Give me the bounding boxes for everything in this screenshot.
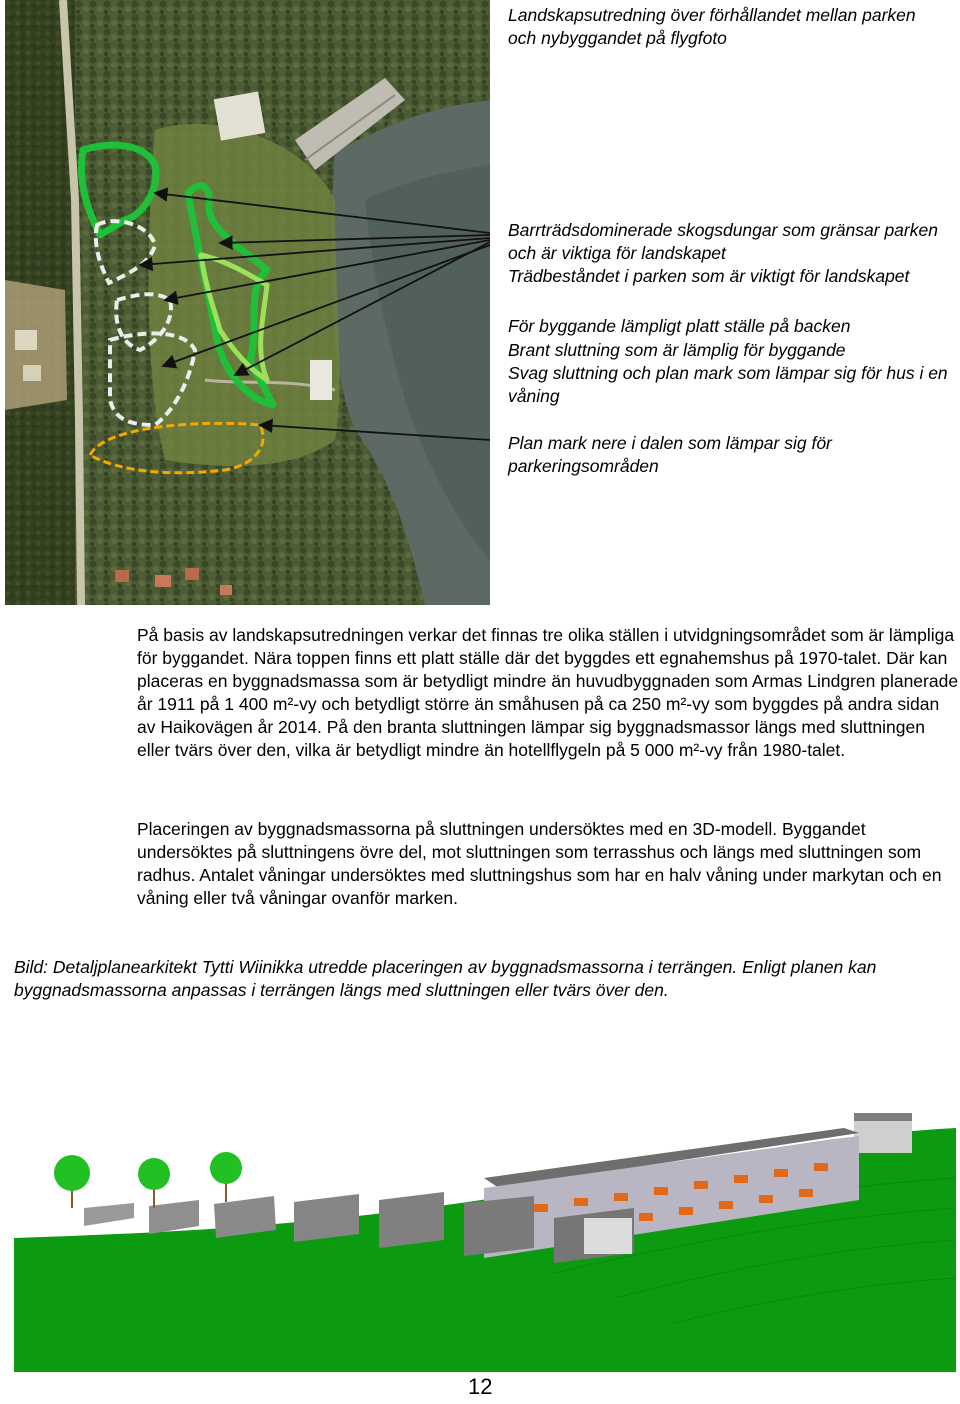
paragraph-1: På basis av landskapsutredningen verkar det finnas tre olika ställen i utvidgningsområdet som är lämpliga för byggandet. Nära toppen finns ett platt ställe där det byggdes ett egnahemshus på 1970-talet. Där kan placeras en byggnadsmassa som är betydligt mindre än huvudbyggnaden som Armas Lindgren planerade år 1911 på 1 400 m²-vy och betydligt större än småhusen på ca 250 m²-vy som byggdes på andra sidan av Haikovägen år 2014. På den branta sluttningen lämpar sig byggnadsmassor längs med sluttningen eller tvärs över den, vilka är betydligt mindre än hotellflygeln på 5 000 m²-vy från 1980-talet. bbox=[137, 625, 959, 760]
legend-gentle-slope: Svag sluttning och plan mark som lämpar sig för hus i en våning bbox=[508, 363, 948, 406]
page-number: 12 bbox=[468, 1374, 493, 1399]
paragraph-2: Placeringen av byggnadsmassorna på sluttningen undersöktes med en 3D-modell. Byggandet undersöktes på sluttningens övre del, mot sluttningen som terrasshus och längs med sluttningen som radhus. Antalet våningar undersöktes med sluttningshus som har en halv våning under markytan och en våning eller två våningar ovanför marken. bbox=[137, 819, 942, 908]
3d-model-render bbox=[14, 1108, 956, 1372]
legend-park-trees: Trädbeståndet i parken som är viktigt för landskapet bbox=[508, 266, 910, 286]
aerial-photo bbox=[5, 0, 490, 605]
body-text-2 bbox=[137, 818, 959, 910]
aerial-caption: Landskapsutredning över förhållandet mellan parken och nybyggandet på flygfoto bbox=[508, 5, 916, 48]
image-caption: Bild: Detaljplanearkitekt Tytti Wiinikka utredde placeringen av byggnadsmassorna i terrängen. Enligt planen kan byggnadsmassorna anpassas i terrängen längs med sluttningen eller tvärs över den. bbox=[14, 957, 877, 1000]
legend-parking-valley: Plan mark nere i dalen som lämpar sig för parkeringsområden bbox=[508, 433, 832, 476]
legend-steep-slope: Brant sluttning som är lämplig för byggande bbox=[508, 340, 846, 360]
body-text bbox=[137, 624, 959, 762]
legend-flat-hilltop: För byggande lämpligt platt ställe på backen bbox=[508, 316, 851, 336]
legend-conifer-groves: Barrträdsdominerade skogsdungar som gränsar parken och är viktiga för landskapet bbox=[508, 220, 938, 263]
